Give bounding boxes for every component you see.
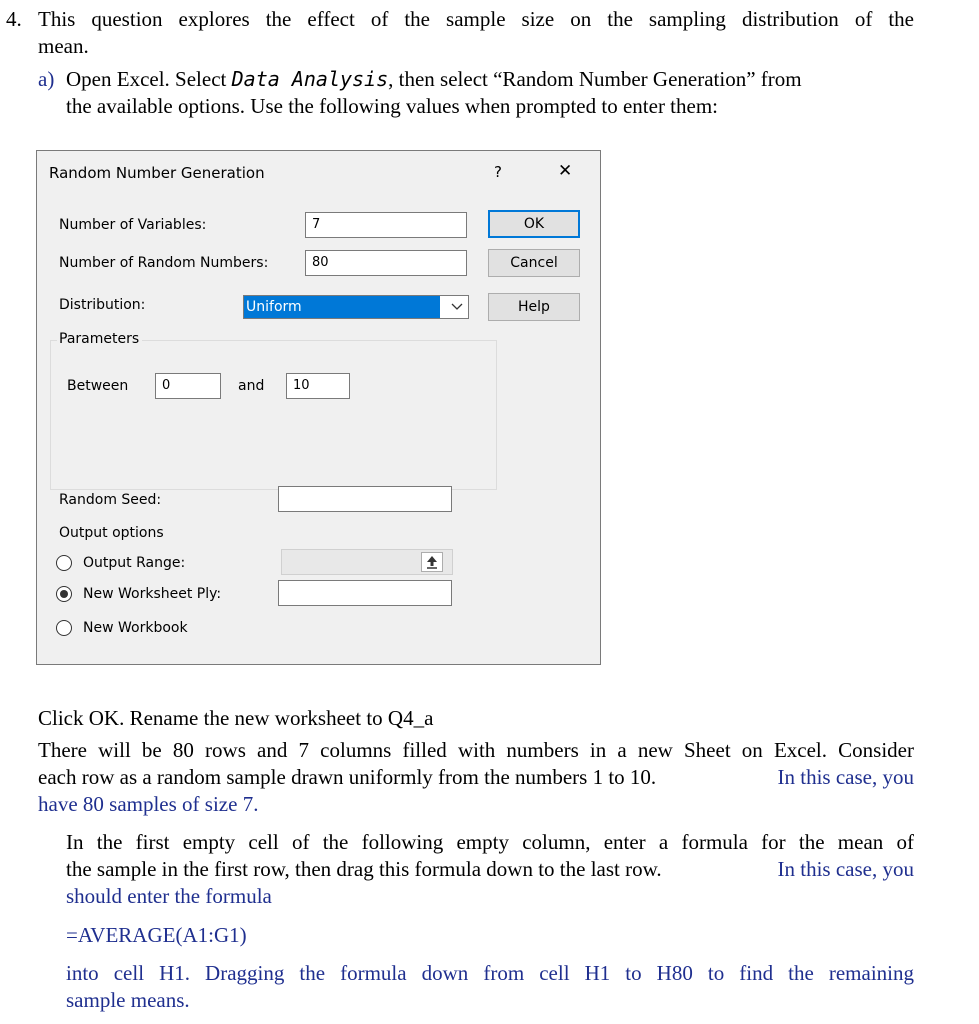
help-question-icon[interactable]: ? [494,163,502,181]
data-analysis-term: Data Analysis [231,67,389,91]
p3-line1: into cell H1. Dragging the formula down from cell H1 to H80 to find the remaining [66,961,914,985]
num-variables-label: Number of Variables: [59,217,207,233]
p2-line3: should enter the formula [66,884,272,908]
p1-line2-blue: In this case, you [777,765,914,789]
between-input[interactable]: 0 [155,373,221,399]
chevron-down-icon [449,300,465,314]
p1-line2 [38,764,914,791]
question-intro-line1: This question explores the effect of the sample size on the sampling distribution of the [38,7,914,31]
output-options-label: Output options [59,525,164,541]
part-a-label: a) [38,67,55,91]
p1-line2-black: each row as a random sample drawn uniformly from the numbers 1 to 10. [38,765,657,789]
p2-line2 [66,856,914,883]
formula-text: =AVERAGE(A1:G1) [66,923,247,947]
between-label: Between [67,378,129,394]
part-a-line1: Open Excel. Select Data Analysis, then select “Random Number Generation” from [66,67,802,91]
p2-line2-blue: In this case, you [777,857,914,881]
close-icon[interactable]: ✕ [558,161,573,181]
question-intro-line2: mean. [38,34,89,58]
help-button[interactable]: Help [488,293,580,321]
new-worksheet-input[interactable] [278,580,452,606]
click-ok-text: Click OK. Rename the new worksheet to Q4_a [38,706,434,730]
parameters-group [50,340,497,490]
collapse-dialog-button[interactable] [421,552,443,572]
ok-button[interactable]: OK [488,210,580,238]
new-workbook-label: New Workbook [83,620,188,636]
question-number: 4. [6,7,22,31]
dialog-title: Random Number Generation [49,164,265,182]
cancel-button[interactable]: Cancel [488,249,580,277]
new-workbook-radio[interactable] [56,620,72,636]
p2-line1: In the first empty cell of the following empty column, enter a formula for the mean of [66,830,914,854]
num-variables-input[interactable]: 7 [305,212,467,238]
distribution-select[interactable] [243,295,469,319]
output-range-radio[interactable] [56,555,72,571]
distribution-label: Distribution: [59,297,146,313]
upload-arrow-icon [422,553,442,571]
num-random-label: Number of Random Numbers: [59,255,269,271]
random-seed-label: Random Seed: [59,492,162,508]
random-number-generation-dialog [36,150,601,665]
p1-line1: There will be 80 rows and 7 columns filled with numbers in a new Sheet on Excel. Consider [38,738,914,762]
parameters-label: Parameters [57,331,142,347]
new-worksheet-radio[interactable] [56,586,72,602]
num-random-input[interactable]: 80 [305,250,467,276]
p1-line3: have 80 samples of size 7. [38,792,259,816]
p3-line2: sample means. [66,988,190,1012]
random-seed-input[interactable] [278,486,452,512]
and-label: and [238,378,265,394]
output-range-label: Output Range: [83,555,186,571]
new-worksheet-label: New Worksheet Ply: [83,586,222,602]
part-a-line2: the available options. Use the following values when prompted to enter them: [66,94,719,118]
p2-line2-black: the sample in the first row, then drag this formula down to the last row. [66,857,662,881]
and-input[interactable]: 10 [286,373,350,399]
distribution-selected-value: Uniform [244,296,440,318]
